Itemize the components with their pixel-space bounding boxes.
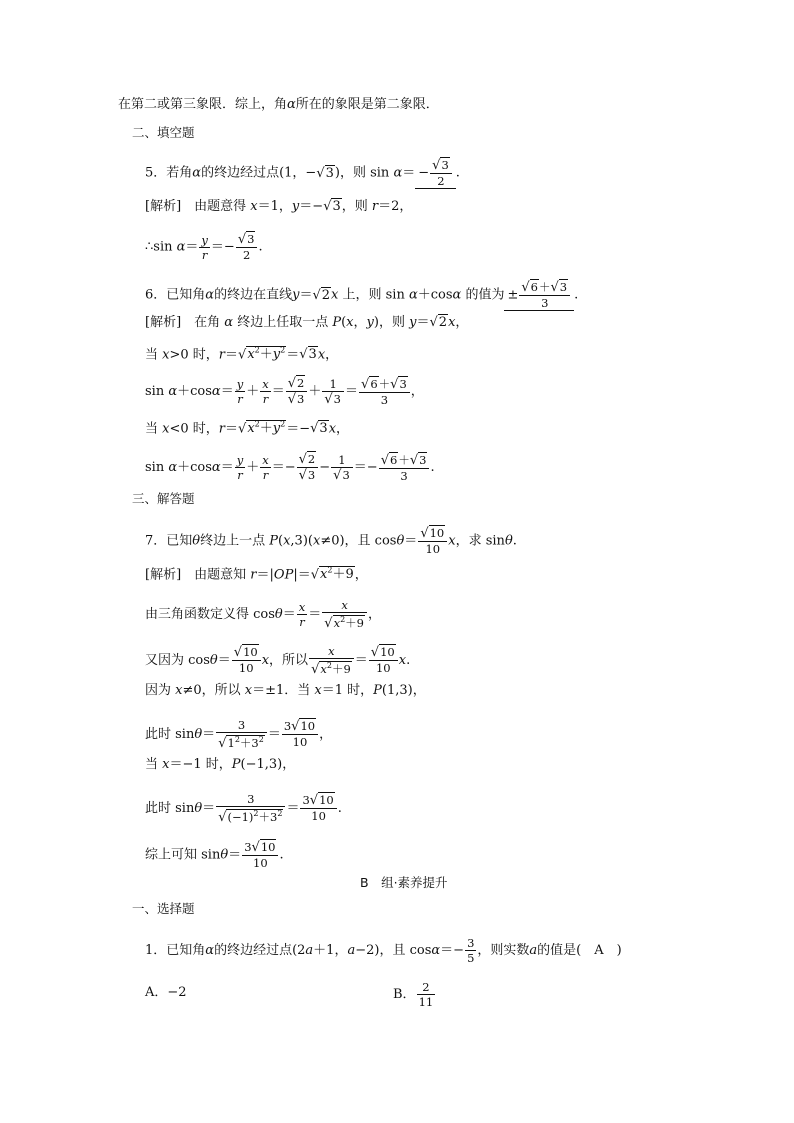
q7-jiexi-line1: [解析] 由题意知 $r=|OP|=√x^2+9$， (145, 566, 368, 583)
q7-jiexi-line8: 综上可知 sinθ＝ $\frac{3√10}{10}$ . (145, 840, 284, 870)
q5-stem: 5．若角α的终边经过点(1，−√3)，则 sin α＝ − $\frac{√3}{2}$ . (145, 158, 460, 188)
b1-option-a: A．−2 (145, 985, 187, 1000)
q5-jiexi-line2: ∴sin α＝ $\frac{y}{r}$ ＝− $\frac{√3}{2}$ . (145, 232, 263, 262)
q6-stem: 6．已知角α的终边在直线y＝√2x 上，则 sin α＋cosα 的值为 ± $\frac{√6+√3}{3}$ . (145, 280, 579, 310)
b1-answer: A (594, 943, 604, 958)
q6-jiexi-line3: sin α＋cosα＝ $\frac{y}{r}$ ＋ $\frac{x}{r}$ ＝ $\frac{√2}{√3}$ ＋ $\frac{1}{√3}$ ＝ $\frac{√6+√3}{3}$ ， (145, 376, 424, 407)
q6-jiexi-line5: sin α＋cosα＝ $\frac{y}{r}$ ＋ $\frac{x}{r}$ ＝− $\frac{√2}{√3}$ − $\frac{1}{√3}$ ＝− $\frac{√6+√3}{3}$ . (145, 452, 435, 483)
q7-jiexi-line3: 又因为 cosθ＝ $\frac{√10}{10}$ x，所以 $\frac{x}{√x^2+9}$ ＝ $\frac{√10}{10}$ x. (145, 644, 411, 677)
intro-line: 在第二或第三象限．综上，角α所在的象限是第二象限． (118, 97, 439, 112)
q7-jiexi-line5: 此时 sinθ＝ $\frac{3}{√1^2+3^2}$ ＝ $\frac{3√10}{10}$ ， (145, 718, 333, 751)
q5-jiexi-line1: [解析] 由题意得 x＝1，y＝−√3，则 r＝2， (145, 199, 413, 214)
jiexi-label: [解析] (145, 199, 182, 214)
q6-jiexi-line2: 当 x>0 时，$r=√x^2+y^2=√3x$， (145, 346, 339, 363)
q7-stem: 7．已知θ终边上一点 P(x,3)(x≠0)，且 cosθ＝ $\frac{√10}{10}$ x，求 sinθ. (145, 526, 517, 556)
q5-answer: − $\frac{√3}{2}$ (415, 158, 456, 189)
group-b-title: B 组·素养提升 (360, 875, 448, 890)
q6-jiexi-line1: [解析] 在角 α 终边上任取一点 P(x，y)，则 y＝√2x， (145, 315, 469, 330)
jiexi-label: [解析] (145, 567, 182, 583)
section-solve-heading: 三、解答题 (132, 491, 195, 506)
q7-jiexi-line6: 当 x＝−1 时，P(−1,3)， (145, 757, 296, 772)
b1-option-b: B． $\frac{2}{11}$ (393, 980, 434, 1009)
jiexi-label: [解析] (145, 315, 182, 330)
section-fill-heading: 二、填空题 (132, 125, 195, 140)
q7-jiexi-line2: 由三角函数定义得 cosθ＝ $\frac{x}{r}$ ＝ $\frac{x}{√x^2+9}$ ， (145, 598, 382, 631)
q6-jiexi-line4: 当 x<0 时，$r=√x^2+y^2=-√3x$， (145, 420, 350, 437)
b1-stem: 1．已知角α的终边经过点(2a＋1，a−2)，且 cosα＝− $\frac{3}{5}$ ，则实数a的值是( A ) (145, 936, 622, 965)
section-choice-heading: 一、选择题 (132, 901, 195, 916)
q6-answer: ± $\frac{√6+√3}{3}$ (504, 280, 574, 311)
q7-jiexi-line7: 此时 sinθ＝ $\frac{3}{√(-1)^2+3^2}$ ＝ $\frac{3√10}{10}$ . (145, 792, 342, 825)
q7-jiexi-line4: 因为 x≠0，所以 x＝±1．当 x＝1 时，P(1,3)， (145, 683, 426, 698)
